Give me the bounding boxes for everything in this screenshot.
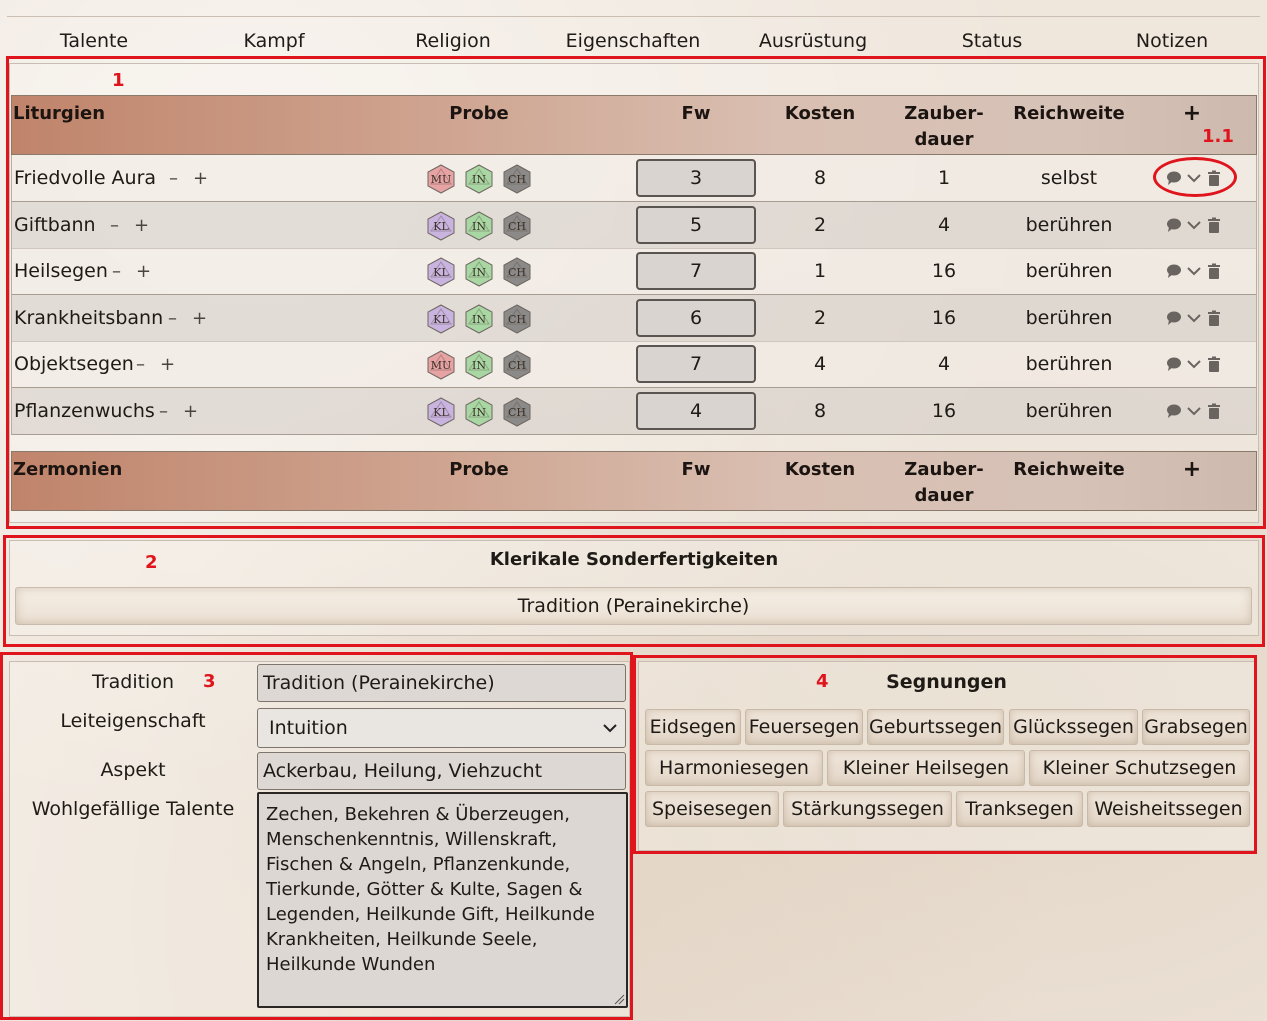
attribute-die-ch bbox=[502, 257, 532, 287]
attribute-die-ch bbox=[502, 211, 532, 241]
add-liturgy-button[interactable]: + bbox=[1182, 101, 1202, 126]
die-icon bbox=[464, 304, 494, 334]
attribute-die-in bbox=[464, 397, 494, 427]
reichweite-value: berühren bbox=[1025, 353, 1113, 375]
increase-button[interactable]: + bbox=[136, 261, 152, 282]
liturgy-name: Krankheitsbann bbox=[14, 307, 164, 329]
trash-icon[interactable] bbox=[1206, 403, 1222, 419]
attribute-die-mu bbox=[426, 350, 456, 380]
fw-input[interactable]: 4 bbox=[636, 392, 756, 430]
liturgies-header bbox=[11, 95, 1257, 155]
increase-button[interactable]: + bbox=[183, 401, 199, 422]
die-label: IN bbox=[472, 406, 486, 419]
die-icon bbox=[464, 350, 494, 380]
die-label: KL bbox=[433, 266, 449, 279]
die-label: IN bbox=[472, 313, 486, 326]
reichweite-value: berühren bbox=[1025, 214, 1113, 236]
annotation-label-1: 1 bbox=[112, 70, 125, 91]
col-zauberdauer-line2: dauer bbox=[914, 129, 974, 150]
chevron-down-icon[interactable] bbox=[1186, 263, 1202, 279]
die-icon bbox=[426, 257, 456, 287]
liturgy-name: Heilsegen bbox=[14, 260, 108, 282]
col-probe: Probe bbox=[449, 103, 509, 124]
col-fw: Fw bbox=[681, 103, 711, 124]
fw-input[interactable]: 7 bbox=[636, 345, 756, 383]
die-label: CH bbox=[507, 266, 527, 279]
trash-icon[interactable] bbox=[1206, 356, 1222, 372]
annotation-label-1-1: 1.1 bbox=[1202, 126, 1234, 147]
kosten-value: 4 bbox=[813, 353, 827, 375]
comment-icon[interactable] bbox=[1166, 310, 1182, 326]
blessing-chip[interactable]: Feuersegen bbox=[745, 709, 863, 745]
die-icon bbox=[464, 397, 494, 427]
die-icon bbox=[426, 304, 456, 334]
liturgy-row bbox=[11, 248, 1257, 295]
liturgy-row bbox=[11, 155, 1257, 202]
die-icon bbox=[502, 350, 532, 380]
die-icon bbox=[502, 257, 532, 287]
die-icon bbox=[502, 304, 532, 334]
comment-icon[interactable] bbox=[1166, 403, 1182, 419]
attribute-die-in bbox=[464, 350, 494, 380]
blessing-chip[interactable]: Stärkungssegen bbox=[783, 791, 952, 827]
comment-icon[interactable] bbox=[1166, 217, 1182, 233]
die-label: CH bbox=[507, 359, 527, 372]
nav-bar bbox=[0, 0, 1267, 56]
fw-input[interactable]: 3 bbox=[636, 159, 756, 197]
liturgy-name: Objektsegen bbox=[14, 353, 134, 375]
die-label: CH bbox=[507, 220, 527, 233]
liturgy-name: Friedvolle Aura bbox=[14, 167, 157, 189]
decrease-button[interactable]: – bbox=[168, 308, 177, 329]
die-label: KL bbox=[433, 406, 449, 419]
die-icon bbox=[464, 257, 494, 287]
reichweite-value: berühren bbox=[1025, 260, 1113, 282]
chevron-down-icon[interactable] bbox=[1186, 403, 1202, 419]
die-icon bbox=[464, 164, 494, 194]
annotation-label-3: 3 bbox=[203, 671, 216, 692]
decrease-button[interactable]: – bbox=[159, 401, 168, 422]
comment-icon[interactable] bbox=[1166, 263, 1182, 279]
col-zeremonien: Zermonien bbox=[13, 459, 123, 480]
nav-divider bbox=[7, 16, 1260, 17]
col-probe-ceremonies: Probe bbox=[449, 459, 509, 480]
tab-eigenschaften[interactable]: Eigenschaften bbox=[565, 30, 701, 52]
attribute-die-in bbox=[464, 304, 494, 334]
col-zauberdauer-line1: Zauber- bbox=[904, 103, 984, 124]
talente-textarea[interactable]: Zechen, Bekehren & Überzeugen, Menschenkenntnis, Willenskraft, Fischen & Angeln, Pflanzenkunde, Tierkunde, Götter & Kulte, Sagen & Legenden, Heilkunde Gift, Heilkunde Krankheiten, Heilkunde Seele, Heilkunde Wunden bbox=[257, 792, 628, 1008]
blessing-chip[interactable]: Eidsegen bbox=[645, 709, 741, 745]
fw-input[interactable]: 6 bbox=[636, 299, 756, 337]
blessings-title: Segnungen bbox=[886, 671, 1007, 693]
col-kosten-ceremonies: Kosten bbox=[784, 459, 856, 480]
leiteigenschaft-select[interactable] bbox=[257, 708, 626, 748]
chevron-down-icon[interactable] bbox=[1186, 217, 1202, 233]
die-icon bbox=[426, 350, 456, 380]
liturgy-name: Giftbann bbox=[14, 214, 96, 236]
zauberdauer-value: 16 bbox=[931, 307, 957, 329]
zauberdauer-value: 1 bbox=[937, 167, 951, 189]
decrease-button[interactable]: – bbox=[112, 261, 121, 282]
special-abilities-title: Klerikale Sonderfertigkeiten bbox=[489, 549, 779, 570]
blessing-chip[interactable]: Geburtssegen bbox=[867, 709, 1004, 745]
kosten-value: 1 bbox=[813, 260, 827, 282]
zauberdauer-value: 4 bbox=[937, 214, 951, 236]
attribute-die-mu bbox=[426, 164, 456, 194]
col-fw-ceremonies: Fw bbox=[681, 459, 711, 480]
increase-button[interactable]: + bbox=[160, 354, 176, 375]
die-icon bbox=[464, 211, 494, 241]
fw-input[interactable]: 5 bbox=[636, 206, 756, 244]
tab-ausruestung[interactable]: Ausrüstung bbox=[758, 30, 868, 52]
trash-icon[interactable] bbox=[1206, 263, 1222, 279]
kosten-value: 2 bbox=[813, 307, 827, 329]
attribute-die-kl bbox=[426, 257, 456, 287]
attribute-die-in bbox=[464, 211, 494, 241]
blessing-chip[interactable]: Speisesegen bbox=[645, 791, 779, 827]
blessing-chip[interactable]: Kleiner Schutzsegen bbox=[1029, 750, 1250, 786]
reichweite-value: berühren bbox=[1025, 400, 1113, 422]
die-label: CH bbox=[507, 173, 527, 186]
increase-button[interactable]: + bbox=[193, 168, 209, 189]
attribute-die-ch bbox=[502, 350, 532, 380]
blessing-chip[interactable]: Weisheitssegen bbox=[1087, 791, 1250, 827]
blessing-chip[interactable]: Harmoniesegen bbox=[645, 750, 823, 786]
talente-label: Wohlgefällige Talente bbox=[31, 798, 235, 820]
reichweite-value: berühren bbox=[1025, 307, 1113, 329]
blessing-chip[interactable]: Glückssegen bbox=[1009, 709, 1138, 745]
tab-religion[interactable]: Religion bbox=[415, 30, 491, 52]
chevron-down-icon bbox=[603, 722, 617, 734]
col-zauberdauer-ceremonies-line2: dauer bbox=[914, 485, 974, 506]
trash-icon[interactable] bbox=[1206, 217, 1222, 233]
liturgy-row bbox=[11, 295, 1257, 342]
decrease-button[interactable]: – bbox=[110, 215, 119, 236]
leiteigenschaft-value: Intuition bbox=[269, 717, 348, 739]
aspekt-field[interactable]: Ackerbau, Heilung, Viehzucht bbox=[257, 752, 626, 790]
col-reichweite: Reichweite bbox=[1013, 103, 1125, 124]
add-ceremony-button[interactable]: + bbox=[1182, 457, 1202, 482]
col-zauberdauer-ceremonies bbox=[889, 457, 999, 509]
kosten-value: 2 bbox=[813, 214, 827, 236]
chevron-down-icon[interactable] bbox=[1186, 356, 1202, 372]
blessing-chip[interactable]: Tranksegen bbox=[956, 791, 1083, 827]
decrease-button[interactable]: – bbox=[169, 168, 178, 189]
die-label: IN bbox=[472, 359, 486, 372]
special-ability-item[interactable]: Tradition (Perainekirche) bbox=[15, 587, 1252, 625]
attribute-die-ch bbox=[502, 164, 532, 194]
zauberdauer-value: 16 bbox=[931, 260, 957, 282]
die-icon bbox=[502, 397, 532, 427]
zauberdauer-value: 16 bbox=[931, 400, 957, 422]
kosten-value: 8 bbox=[813, 167, 827, 189]
die-label: KL bbox=[433, 220, 449, 233]
attribute-die-in bbox=[464, 257, 494, 287]
annotation-ellipse-1-1 bbox=[1153, 157, 1237, 197]
decrease-button[interactable]: – bbox=[136, 354, 145, 375]
reichweite-value: selbst bbox=[1040, 167, 1098, 189]
die-label: IN bbox=[472, 266, 486, 279]
comment-icon[interactable] bbox=[1166, 356, 1182, 372]
zauberdauer-value: 4 bbox=[937, 353, 951, 375]
die-label: MU bbox=[430, 173, 452, 186]
leiteigenschaft-label: Leiteigenschaft bbox=[60, 710, 206, 732]
die-label: IN bbox=[472, 173, 486, 186]
die-label: CH bbox=[507, 313, 527, 326]
increase-button[interactable]: + bbox=[192, 308, 208, 329]
col-reichweite-ceremonies: Reichweite bbox=[1013, 459, 1125, 480]
attribute-die-kl bbox=[426, 211, 456, 241]
tab-talente[interactable]: Talente bbox=[59, 30, 129, 52]
attribute-die-ch bbox=[502, 304, 532, 334]
ceremonies-header bbox=[11, 451, 1257, 511]
die-icon bbox=[426, 397, 456, 427]
tab-kampf[interactable]: Kampf bbox=[243, 30, 305, 52]
die-label: IN bbox=[472, 220, 486, 233]
attribute-die-ch bbox=[502, 397, 532, 427]
liturgy-name: Pflanzenwuchs bbox=[14, 400, 155, 422]
blessing-chip[interactable]: Grabsegen bbox=[1142, 709, 1250, 745]
die-icon bbox=[502, 164, 532, 194]
col-zauberdauer-ceremonies-line1: Zauber- bbox=[904, 459, 984, 480]
col-kosten: Kosten bbox=[784, 103, 856, 124]
fw-input[interactable]: 7 bbox=[636, 252, 756, 290]
die-label: MU bbox=[430, 359, 452, 372]
chevron-down-icon[interactable] bbox=[1186, 310, 1202, 326]
liturgy-row bbox=[11, 388, 1257, 435]
col-liturgien: Liturgien bbox=[13, 103, 106, 124]
die-label: KL bbox=[433, 313, 449, 326]
attribute-die-kl bbox=[426, 304, 456, 334]
blessing-chip[interactable]: Kleiner Heilsegen bbox=[827, 750, 1025, 786]
aspekt-label: Aspekt bbox=[100, 759, 166, 781]
col-zauberdauer bbox=[889, 101, 999, 153]
increase-button[interactable]: + bbox=[134, 215, 150, 236]
attribute-die-in bbox=[464, 164, 494, 194]
annotation-label-4: 4 bbox=[816, 671, 829, 692]
tab-notizen[interactable]: Notizen bbox=[1135, 30, 1209, 52]
tradition-label: Tradition bbox=[91, 671, 174, 693]
trash-icon[interactable] bbox=[1206, 310, 1222, 326]
die-icon bbox=[502, 211, 532, 241]
die-icon bbox=[426, 164, 456, 194]
resize-handle-icon[interactable] bbox=[613, 993, 625, 1005]
tradition-field[interactable]: Tradition (Perainekirche) bbox=[257, 664, 626, 702]
kosten-value: 8 bbox=[813, 400, 827, 422]
liturgy-row bbox=[11, 341, 1257, 388]
die-label: CH bbox=[507, 406, 527, 419]
liturgy-row bbox=[11, 202, 1257, 249]
annotation-label-2: 2 bbox=[145, 552, 158, 573]
attribute-die-kl bbox=[426, 397, 456, 427]
tab-status[interactable]: Status bbox=[961, 30, 1023, 52]
die-icon bbox=[426, 211, 456, 241]
